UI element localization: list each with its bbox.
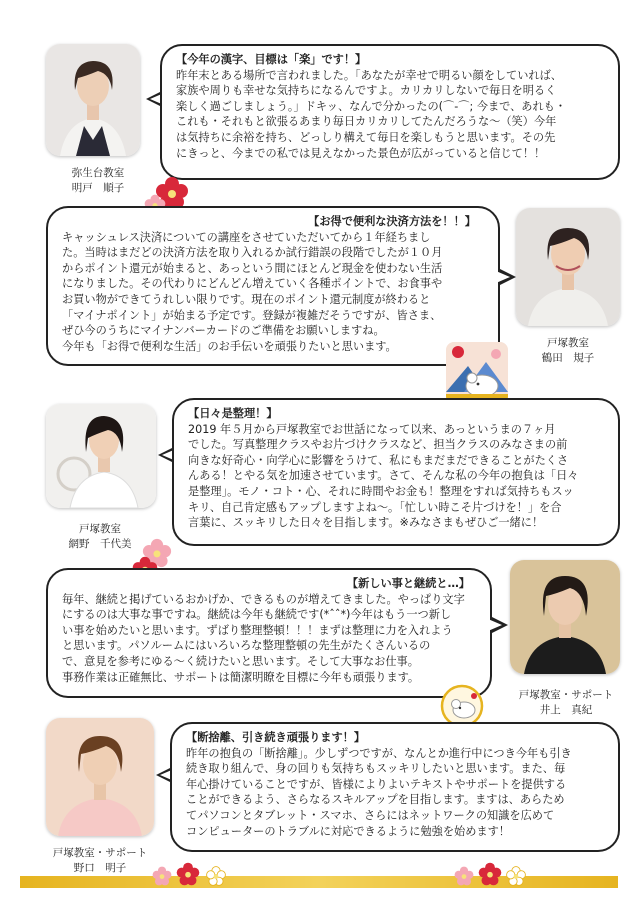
- bubble-3-line: 向きな好奇心・向学心に影響をうけて、私にもまだまだできることがたくさ: [188, 453, 569, 467]
- caption-1-name: 明戸 順子: [71, 182, 125, 194]
- bubble-3-line: 言葉に、スッキリした日々を目指します。※みなさまもぜひご一緒に！: [188, 516, 544, 530]
- bubble-5-line: コンピューターのトラブルに対応できるように勉強を始めます！: [186, 824, 510, 838]
- caption-2-classroom: 戸塚教室: [547, 337, 589, 349]
- bubble-5-line: 昨年の抱負の「断捨離」。少しずつですが、なんとか進行中につき今年も引き: [186, 746, 572, 760]
- bubble-3-line: でした。写真整理クラスやお片づけクラスなど、担当クラスのみなさまの前: [188, 438, 568, 452]
- message-bubble-1: [160, 44, 620, 180]
- caption-4-classroom: 戸塚教室・サポート: [518, 689, 614, 701]
- portrait-photo-5: [46, 718, 154, 836]
- footer-gold-band: [20, 876, 618, 888]
- bubble-2-title: 【お得で便利な決済方法を！！】: [308, 215, 476, 228]
- bubble-1-line: 昨年末とある場所で言われました。「あなたが幸せで明るい顔をしていれば、: [176, 68, 562, 82]
- bubble-1-title: 【今年の漢字、目標は「楽」です！】: [176, 53, 367, 66]
- plum-blossom-icon: [152, 866, 172, 886]
- bubble-2-line: 今年も「お得で便利な生活」のお手伝いを頑張りたいと思います。: [62, 339, 397, 353]
- bubble-4-line: 毎年、継続と掲げているおかげか、できるものが増えてきました。やっぱり文字: [62, 592, 465, 606]
- plum-blossom-icon: [506, 866, 526, 886]
- bubble-4-title: 【新しい事と継続と…】: [346, 577, 470, 590]
- bubble-2-line: からポイント還元が始まると、あっという間にほとんど現金を使わない生活: [62, 261, 443, 275]
- bubble-3-line: キリ、自己肯定感もアップしますよね～。「忙しい時こそ片づけを！」を合: [188, 500, 562, 514]
- bubble-4-line: にするのは大事な事ですね。継続は今年も継続です(*ˆˆ*)今年はもう一つ新し: [62, 608, 452, 622]
- bubble-1-line: これも・それもと欲張るあまり毎日カリカリしてたんだろうな～（笑）今年: [176, 115, 557, 129]
- bubble-2-line: キャッシュレス決済についての講座をさせていただいてから１年経ちまし: [62, 230, 431, 244]
- portrait-photo-2: [516, 208, 620, 326]
- plum-blossom-icon: [176, 862, 200, 886]
- caption-4: [506, 688, 626, 718]
- plum-blossom-icon: [454, 866, 474, 886]
- bubble-5-line: ことができるよう、さらなるスキルアップを目指します。ますは、あらため: [186, 793, 565, 807]
- bubble-3-line: 是整理」。モノ・コト・心、それに時間やお金も！整理をすれば気持ちもスッ: [188, 484, 574, 498]
- bubble-4-line: と思います。パソルームにはいろいろな整理整頓の先生がたくさんいるの: [62, 639, 431, 653]
- bubble-2-line: 「マイナポイント」が始まる予定です。登録が複雑だそうですが、皆さま、: [62, 308, 442, 322]
- caption-5: [40, 846, 160, 876]
- bubble-5-line: 年心掛けていることですが、皆様によりよいテキストやサポートを提供する: [186, 777, 567, 791]
- bubble-2-line: お買い物ができてうれしい限りです。現在のポイント還元制度が終わると: [62, 292, 431, 306]
- caption-4-name: 井上 真紀: [539, 704, 593, 716]
- caption-3: [50, 522, 150, 552]
- bubble-5-line: 続き取り組んで、身の回りも気持ちもスッキリしたいと思います。また、毎: [186, 762, 566, 776]
- bubble-1-line: にきっと、今までの私では見えなかった景色が広がっていると信じて！！: [176, 146, 546, 160]
- rat-mascot-icon: [446, 342, 508, 404]
- bubble-4-line: 事務作業は正確無比、サポートは簡潔明瞭を目標に今年も頑張ります。: [62, 670, 420, 684]
- bubble-3-line: んある！とやる気を加速させています。さて、そんな私の今年の抱負は「日々: [188, 469, 579, 483]
- bubble-1-line: 家族や周りも幸せな気持ちになるんですよ。カリカリしないで毎日を明るく: [176, 84, 557, 98]
- caption-2-name: 鶴田 規子: [541, 352, 595, 364]
- caption-1-classroom: 弥生台教室: [71, 167, 125, 179]
- bubble-2-line: ぜひ今のうちにマイナンバーカードのご準備をお願いしますね。: [62, 324, 385, 338]
- message-bubble-5: [170, 722, 620, 852]
- bubble-2-line: た。当時はまだどの決済方法を取り入れるか試行錯誤の段階でしたが１０月: [62, 246, 443, 260]
- bubble-1-line: 楽しく過ごしましょう。」ドキッ、なんで分かったの(⌒-⌒; 今まで、あれも・: [176, 99, 567, 113]
- bubble-3-title: 【日々是整理！】: [188, 407, 278, 420]
- portrait-photo-1: [46, 44, 140, 156]
- portrait-photo-3: [46, 404, 156, 508]
- plum-blossom-icon: [478, 862, 502, 886]
- message-bubble-4: [46, 568, 492, 698]
- bubble-4-line: で、意見を参考にゆる～く続けたいと思います。そして大事なお仕事。: [62, 654, 419, 668]
- plum-blossom-icon: [206, 866, 226, 886]
- caption-1: [58, 166, 138, 196]
- caption-3-name: 網野 千代美: [68, 538, 132, 550]
- bubble-1-line: は気持ちに余裕を持ち、どっしり構えて毎日を楽しもうと思います。その先: [176, 130, 556, 144]
- message-bubble-3: [172, 398, 620, 546]
- bubble-5-line: てパソコンとタブレット・スマホ、さらにはネットワークの知識を広めて: [186, 808, 555, 822]
- bubble-4-line: い事を始めたいと思います。ずばり整理整頓！！！まずは整理に力を入れよう: [62, 623, 453, 637]
- caption-3-classroom: 戸塚教室: [79, 523, 121, 535]
- bubble-3-line: 2019 年５月から戸塚教室でお世話になって以来、あっというまの７ヶ月: [188, 422, 556, 436]
- portrait-photo-4: [510, 560, 620, 674]
- message-bubble-2: [46, 206, 500, 366]
- caption-5-name: 野口 明子: [73, 862, 127, 874]
- bubble-2-line: になりました。その代わりにどんどん増えていく各種ポイントで、お食事や: [62, 277, 443, 291]
- caption-2: [518, 336, 618, 366]
- caption-5-classroom: 戸塚教室・サポート: [52, 847, 148, 859]
- bubble-5-title: 【断捨離、引き続き頑張ります！】: [186, 731, 366, 744]
